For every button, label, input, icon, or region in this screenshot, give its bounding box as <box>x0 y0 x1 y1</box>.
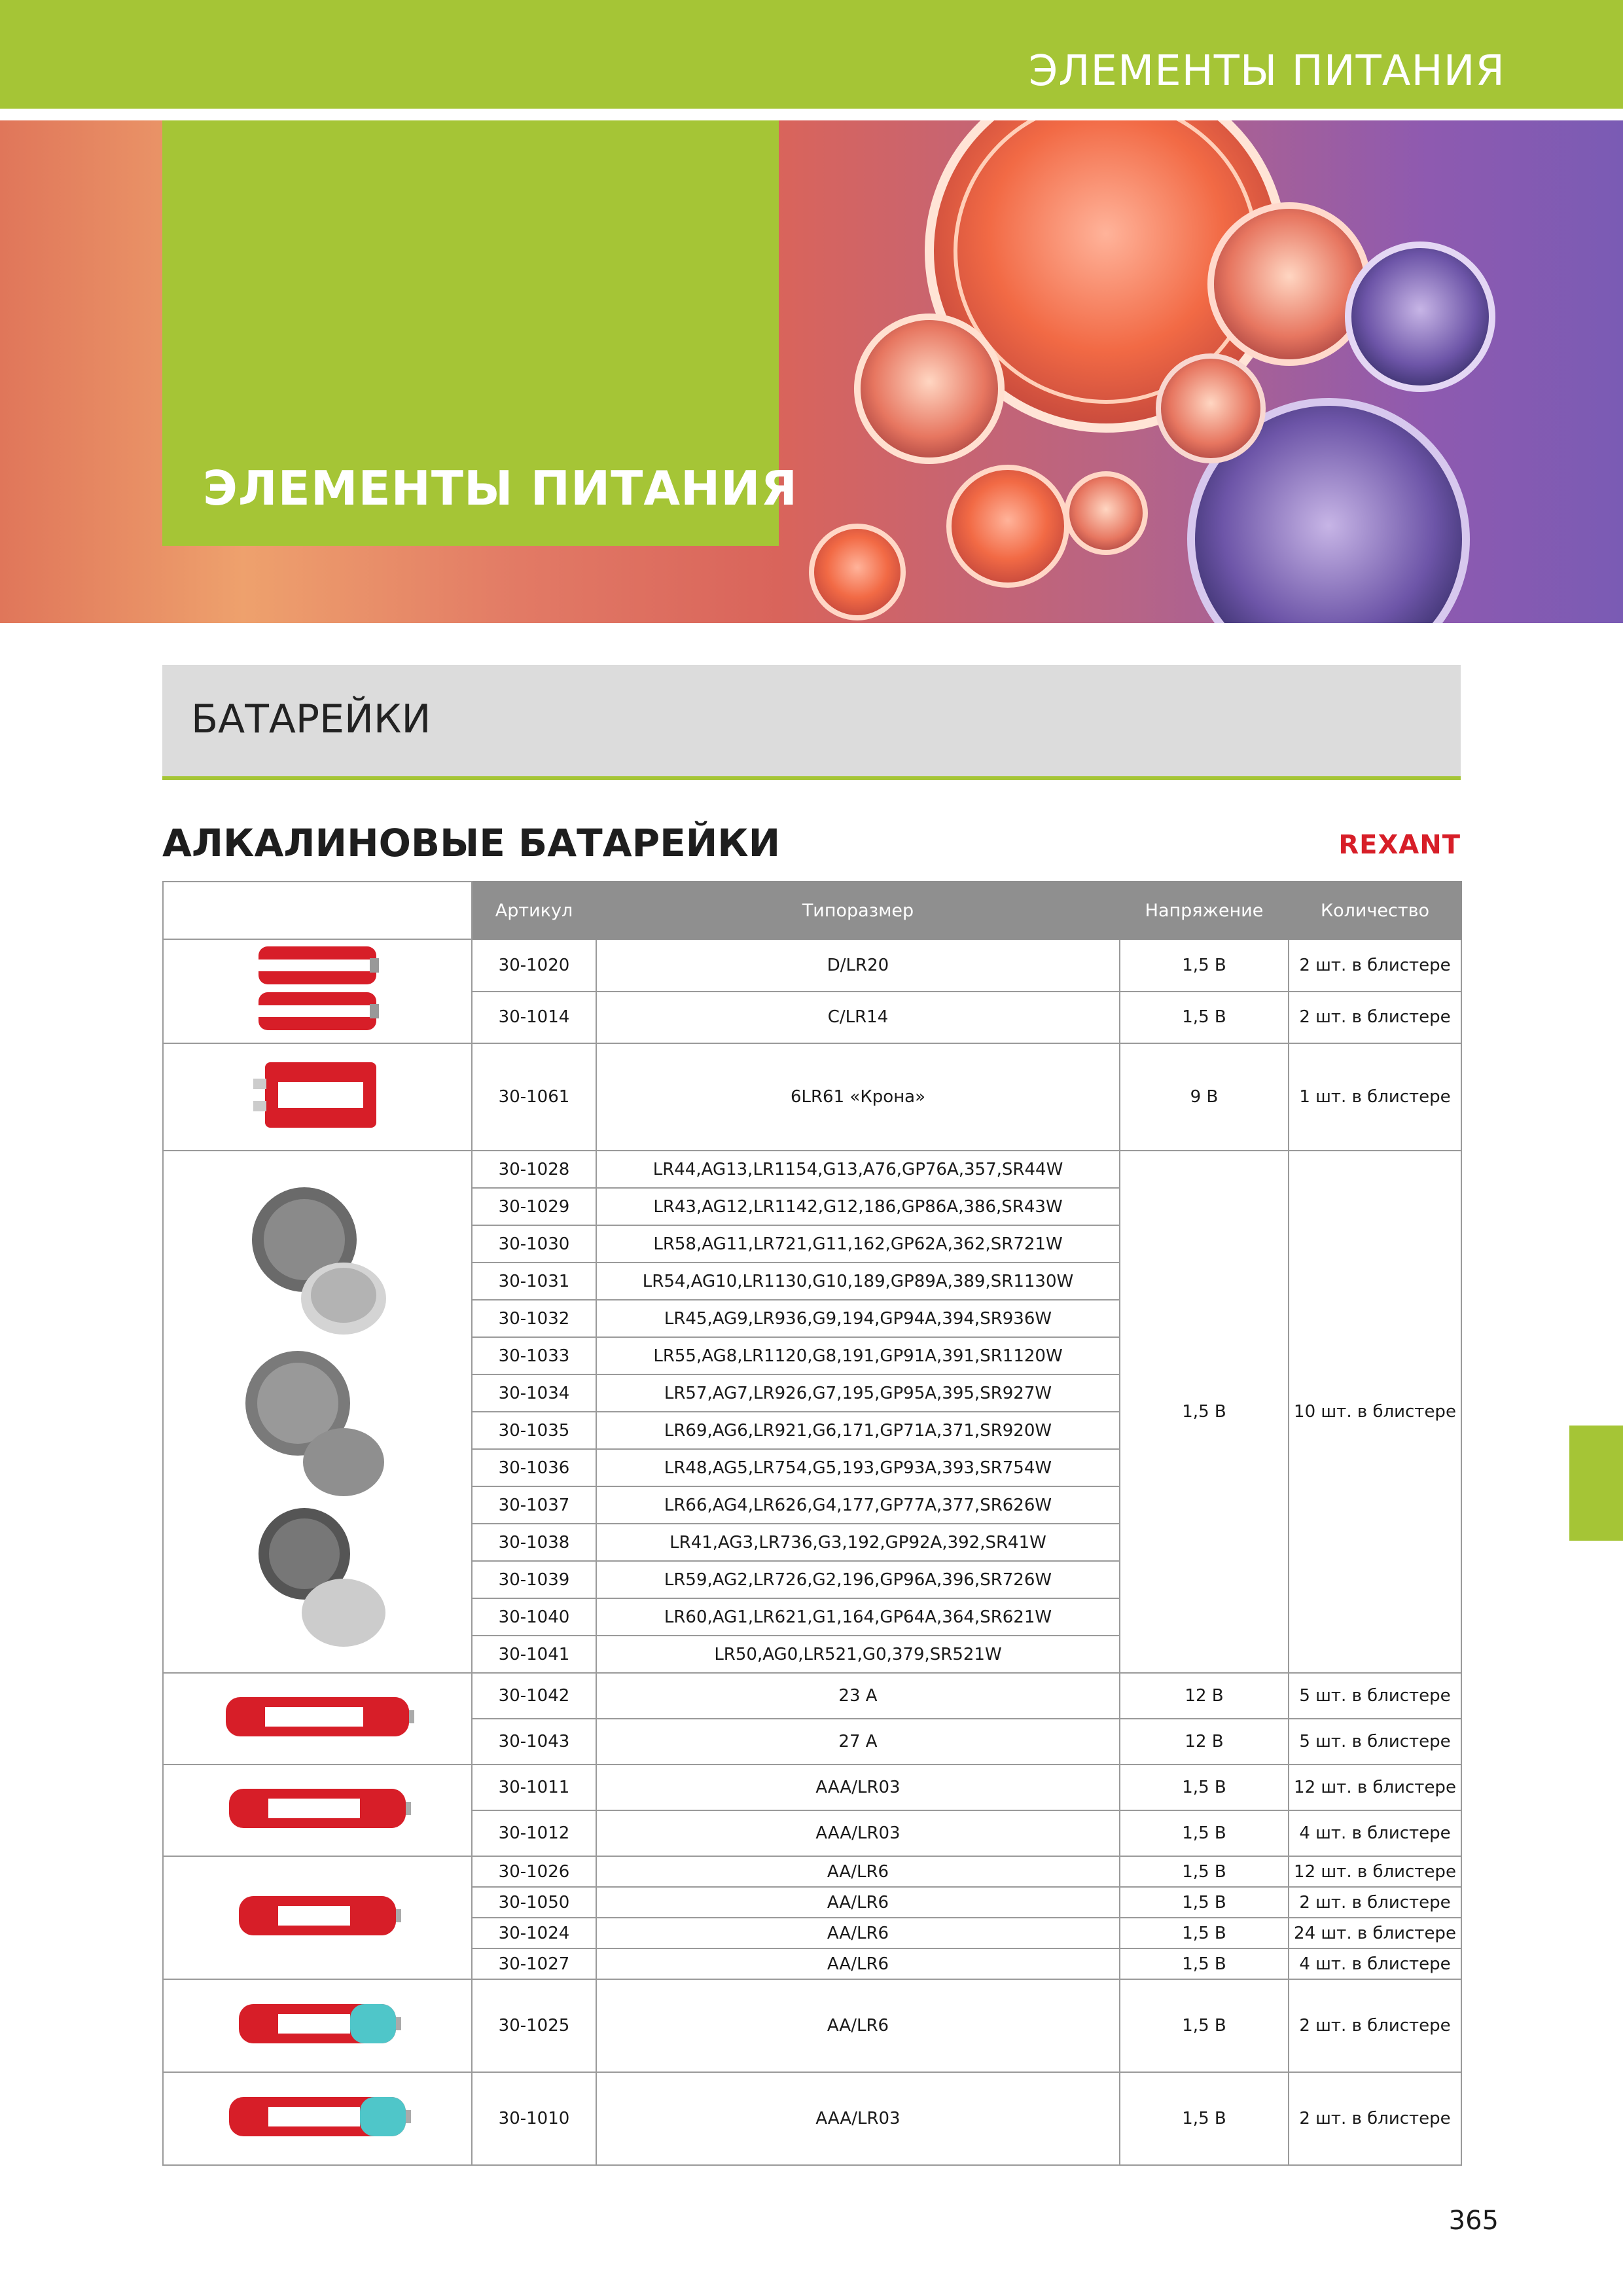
quantity-cell: 4 шт. в блистере <box>1289 1948 1461 1979</box>
article-cell: 30-1050 <box>472 1887 596 1918</box>
size-cell: LR54,AG10,LR1130,G10,189,GP89A,389,SR1130W <box>596 1263 1120 1300</box>
quantity-cell: 24 шт. в блистере <box>1289 1918 1461 1948</box>
article-cell: 30-1043 <box>472 1719 596 1765</box>
battery-aaa-icon <box>164 1769 471 1852</box>
article-cell: 30-1033 <box>472 1337 596 1374</box>
size-cell: AAA/LR03 <box>596 2072 1120 2165</box>
article-cell: 30-1024 <box>472 1918 596 1948</box>
voltage-cell: 1,5 В <box>1120 1918 1289 1948</box>
voltage-cell: 12 В <box>1120 1673 1289 1719</box>
size-cell: LR45,AG9,LR936,G9,194,GP94A,394,SR936W <box>596 1300 1120 1337</box>
size-cell: AAA/LR03 <box>596 1810 1120 1856</box>
voltage-cell: 9 В <box>1120 1043 1289 1151</box>
header-image-cell <box>163 882 472 939</box>
battery-aa-icon <box>164 1876 471 1960</box>
size-cell: LR43,AG12,LR1142,G12,186,GP86A,386,SR43W <box>596 1188 1120 1225</box>
quantity-cell: 10 шт. в блистере <box>1289 1151 1461 1673</box>
article-cell: 30-1027 <box>472 1948 596 1979</box>
section-title: БАТАРЕЙКИ <box>191 696 431 742</box>
size-cell: 6LR61 «Крона» <box>596 1043 1120 1151</box>
product-image-cell <box>163 1151 472 1673</box>
hero-title: ЭЛЕМЕНТЫ ПИТАНИЯ <box>203 461 798 516</box>
quantity-cell: 2 шт. в блистере <box>1289 992 1461 1044</box>
quantity-cell: 1 шт. в блистере <box>1289 1043 1461 1151</box>
size-cell: C/LR14 <box>596 992 1120 1044</box>
subsection-title: АЛКАЛИНОВЫЕ БАТАРЕЙКИ <box>162 821 781 865</box>
brand-logo: REXANT <box>1338 830 1461 860</box>
voltage-cell: 1,5 В <box>1120 1151 1289 1673</box>
voltage-cell: 1,5 В <box>1120 1948 1289 1979</box>
article-cell: 30-1025 <box>472 1979 596 2072</box>
product-image-cell <box>163 939 472 1043</box>
article-cell: 30-1032 <box>472 1300 596 1337</box>
article-cell: 30-1026 <box>472 1856 596 1887</box>
product-image-cell <box>163 1043 472 1151</box>
article-cell: 30-1031 <box>472 1263 596 1300</box>
battery-9v-icon <box>164 1046 471 1149</box>
table-row <box>163 939 1461 992</box>
battery-aa-ultra-icon <box>164 1984 471 2068</box>
product-image-cell <box>163 2072 472 2165</box>
size-cell: AA/LR6 <box>596 1979 1120 2072</box>
article-cell: 30-1037 <box>472 1486 596 1524</box>
table-row <box>163 1151 1461 1188</box>
battery-d-c-icon <box>164 940 471 1043</box>
size-cell: LR69,AG6,LR921,G6,171,GP71A,371,SR920W <box>596 1412 1120 1449</box>
column-header: Типоразмер <box>596 882 1120 939</box>
table-row <box>163 1043 1461 1151</box>
table-row <box>163 2072 1461 2165</box>
article-cell: 30-1042 <box>472 1673 596 1719</box>
size-cell: LR48,AG5,LR754,G5,193,GP93A,393,SR754W <box>596 1449 1120 1486</box>
table-row <box>163 1979 1461 2072</box>
chapter-side-tab <box>1569 1426 1623 1541</box>
voltage-cell: 12 В <box>1120 1719 1289 1765</box>
product-table <box>162 881 1462 2166</box>
size-cell: LR41,AG3,LR736,G3,192,GP92A,392,SR41W <box>596 1524 1120 1561</box>
column-header: Количество <box>1289 882 1461 939</box>
table-header-row <box>163 882 1461 939</box>
article-cell: 30-1035 <box>472 1412 596 1449</box>
article-cell: 30-1020 <box>472 939 596 992</box>
size-cell: LR59,AG2,LR726,G2,196,GP96A,396,SR726W <box>596 1561 1120 1598</box>
article-cell: 30-1010 <box>472 2072 596 2165</box>
size-cell: 23 A <box>596 1673 1120 1719</box>
size-cell: AA/LR6 <box>596 1856 1120 1887</box>
battery-23a-icon <box>164 1677 471 1761</box>
article-cell: 30-1036 <box>472 1449 596 1486</box>
quantity-cell: 2 шт. в блистере <box>1289 939 1461 992</box>
size-cell: LR57,AG7,LR926,G7,195,GP95A,395,SR927W <box>596 1374 1120 1412</box>
size-cell: AA/LR6 <box>596 1918 1120 1948</box>
quantity-cell: 5 шт. в блистере <box>1289 1673 1461 1719</box>
page-number: 365 <box>1448 2206 1499 2236</box>
voltage-cell: 1,5 В <box>1120 2072 1289 2165</box>
size-cell: AA/LR6 <box>596 1887 1120 1918</box>
size-cell: D/LR20 <box>596 939 1120 992</box>
size-cell: LR44,AG13,LR1154,G13,A76,GP76A,357,SR44W <box>596 1151 1120 1188</box>
size-cell: LR50,AG0,LR521,G0,379,SR521W <box>596 1636 1120 1673</box>
size-cell: LR55,AG8,LR1120,G8,191,GP91A,391,SR1120W <box>596 1337 1120 1374</box>
quantity-cell: 2 шт. в блистере <box>1289 1887 1461 1918</box>
article-cell: 30-1041 <box>472 1636 596 1673</box>
quantity-cell: 2 шт. в блистере <box>1289 2072 1461 2165</box>
header-divider <box>0 109 1623 120</box>
header-title: ЭЛЕМЕНТЫ ПИТАНИЯ <box>1028 47 1505 96</box>
quantity-cell: 2 шт. в блистере <box>1289 1979 1461 2072</box>
article-cell: 30-1029 <box>472 1188 596 1225</box>
article-cell: 30-1038 <box>472 1524 596 1561</box>
quantity-cell: 12 шт. в блистере <box>1289 1765 1461 1810</box>
quantity-cell: 4 шт. в блистере <box>1289 1810 1461 1856</box>
voltage-cell: 1,5 В <box>1120 1810 1289 1856</box>
coin-cell-icon <box>164 1161 471 1663</box>
voltage-cell: 1,5 В <box>1120 1856 1289 1887</box>
voltage-cell: 1,5 В <box>1120 939 1289 992</box>
size-cell: AA/LR6 <box>596 1948 1120 1979</box>
voltage-cell: 1,5 В <box>1120 1887 1289 1918</box>
size-cell: AAA/LR03 <box>596 1765 1120 1810</box>
table-row <box>163 1856 1461 1887</box>
product-image-cell <box>163 1856 472 1979</box>
article-cell: 30-1012 <box>472 1810 596 1856</box>
column-header: Артикул <box>472 882 596 939</box>
article-cell: 30-1034 <box>472 1374 596 1412</box>
battery-aaa-ultra-icon <box>164 2077 471 2161</box>
table-row <box>163 1673 1461 1719</box>
article-cell: 30-1061 <box>472 1043 596 1151</box>
product-image-cell <box>163 1673 472 1765</box>
product-image-cell <box>163 1765 472 1856</box>
column-header: Напряжение <box>1120 882 1289 939</box>
quantity-cell: 12 шт. в блистере <box>1289 1856 1461 1887</box>
voltage-cell: 1,5 В <box>1120 1979 1289 2072</box>
article-cell: 30-1040 <box>472 1598 596 1636</box>
voltage-cell: 1,5 В <box>1120 1765 1289 1810</box>
size-cell: LR66,AG4,LR626,G4,177,GP77A,377,SR626W <box>596 1486 1120 1524</box>
article-cell: 30-1014 <box>472 992 596 1044</box>
quantity-cell: 5 шт. в блистере <box>1289 1719 1461 1765</box>
table-row <box>163 1765 1461 1810</box>
article-cell: 30-1039 <box>472 1561 596 1598</box>
product-image-cell <box>163 1979 472 2072</box>
size-cell: LR60,AG1,LR621,G1,164,GP64A,364,SR621W <box>596 1598 1120 1636</box>
voltage-cell: 1,5 В <box>1120 992 1289 1044</box>
article-cell: 30-1011 <box>472 1765 596 1810</box>
size-cell: 27 A <box>596 1719 1120 1765</box>
size-cell: LR58,AG11,LR721,G11,162,GP62A,362,SR721W <box>596 1225 1120 1263</box>
article-cell: 30-1030 <box>472 1225 596 1263</box>
article-cell: 30-1028 <box>472 1151 596 1188</box>
